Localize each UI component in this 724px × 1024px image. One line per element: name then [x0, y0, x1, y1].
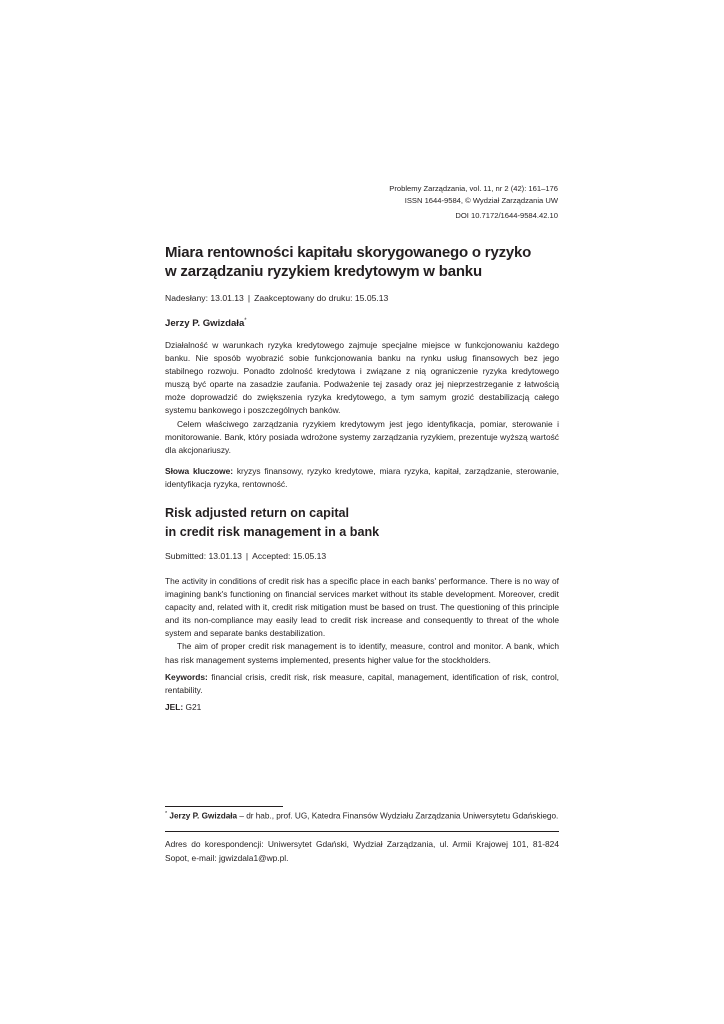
journal-doi: DOI 10.7172/1644-9584.42.10 [455, 211, 558, 220]
author-footnote-mark: * [244, 318, 247, 324]
jel-code: G21 [185, 702, 202, 712]
author-footnote [165, 811, 558, 821]
english-accepted: Accepted: 15.05.13 [252, 551, 327, 561]
journal-issn: ISSN 1644-9584, © Wydział Zarządzania UW [404, 196, 558, 205]
english-keywords-label: Keywords: [165, 672, 208, 682]
polish-accepted: Zaakceptowany do druku: 15.05.13 [254, 293, 389, 303]
footnote-author: Jerzy P. Gwizdała [169, 811, 238, 821]
english-date-separator: | [245, 551, 249, 561]
english-abstract-paragraph-2: The aim of proper credit risk management is to identify, measure, control and monitor. A bank, which has risk management systems implemented, presents higher value for the stockholders. [165, 641, 559, 665]
polish-keywords-text: kryzys finansowy, ryzyko kredytowe, miara ryzyka, kapitał, zarządzanie, sterowanie, identyfikacja ryzyka, rentowność. [165, 466, 560, 490]
english-abstract [165, 575, 559, 667]
polish-dates [165, 293, 388, 303]
english-abstract-paragraph-1: The activity in conditions of credit risk has a specific place in each banks' performance. There is no way of imagining bank's functioning on financial services market without its stable development. Moreover, credit capacity and, related with it, credit risk mitigation must be based on trust. The questioning of this principle and its non-compliance may easily lead to credit risk increase and consequently to threat of the whole system and separate banks destabilization. [165, 576, 559, 639]
jel-classification [165, 701, 559, 714]
polish-abstract-paragraph-1: Działalność w warunkach ryzyka kredytowego zajmuje specjalne miejsce w funkcjonowaniu każdego banku. Nie sposób wyobrazić sobie funkcjonowania banku na rynku usług finansowych bez jego stabilnego rozwoju. Ponadto zdolność kredytowa i związane z nią ograniczenie ryzyka kredytowego muszą być oparte na zasadzie zaufania. Podważenie tej zasady oraz jej nieprzestrzeganie z łatwością może doprowadzić do zwiększenia ryzyka kredytowego, a tym samym grozić destabilizacją całego systemu bankowego i poszczególnych banków. [165, 340, 559, 416]
polish-abstract-paragraph-2: Celem właściwego zarządzania ryzykiem kredytowym jest jego identyfikacja, pomiar, sterowanie i monitorowanie. Bank, który posiada wdrożone systemy zarządzania ryzykiem, prezentuje wyższą wartość dla akcjonariuszy. [165, 418, 559, 455]
polish-title [165, 243, 565, 281]
english-title [165, 504, 379, 542]
polish-title-line2: w zarządzaniu ryzykiem kredytowym w banku [165, 263, 482, 280]
polish-keywords-label: Słowa kluczowe: [165, 466, 234, 476]
english-submitted: Submitted: 13.01.13 [165, 551, 242, 561]
polish-abstract [165, 339, 559, 457]
footnote-divider [165, 806, 283, 807]
footnote-mark: * [165, 811, 168, 817]
polish-date-separator: | [247, 293, 251, 303]
journal-citation: Problemy Zarządzania, vol. 11, nr 2 (42): 161–176 [389, 184, 558, 193]
journal-header [389, 183, 558, 222]
address-divider [165, 831, 559, 832]
english-keywords [165, 671, 559, 697]
polish-title-line1: Miara rentowności kapitału skorygowanego o ryzyko [165, 244, 532, 261]
english-dates [165, 551, 326, 561]
polish-keywords [165, 465, 559, 491]
english-title-line2: in credit risk management in a bank [165, 525, 380, 539]
author-name [165, 318, 247, 329]
author-name-text: Jerzy P. Gwizdała [165, 318, 245, 330]
footnote-text: – dr hab., prof. UG, Katedra Finansów Wydziału Zarządzania Uniwersytetu Gdańskiego. [239, 811, 559, 821]
english-title-line1: Risk adjusted return on capital [165, 506, 350, 520]
correspondence-address: Adres do korespondencji: Uniwersytet Gdański, Wydział Zarządzania, ul. Armii Krajowej 101, 81-824 Sopot, e-mail: jgwizdala1@wp.pl. [165, 839, 559, 863]
jel-label: JEL: [165, 702, 184, 712]
polish-submitted: Nadesłany: 13.01.13 [165, 293, 244, 303]
english-keywords-text: financial crisis, credit risk, risk measure, capital, management, identification of risk, control, rentability. [165, 672, 560, 696]
